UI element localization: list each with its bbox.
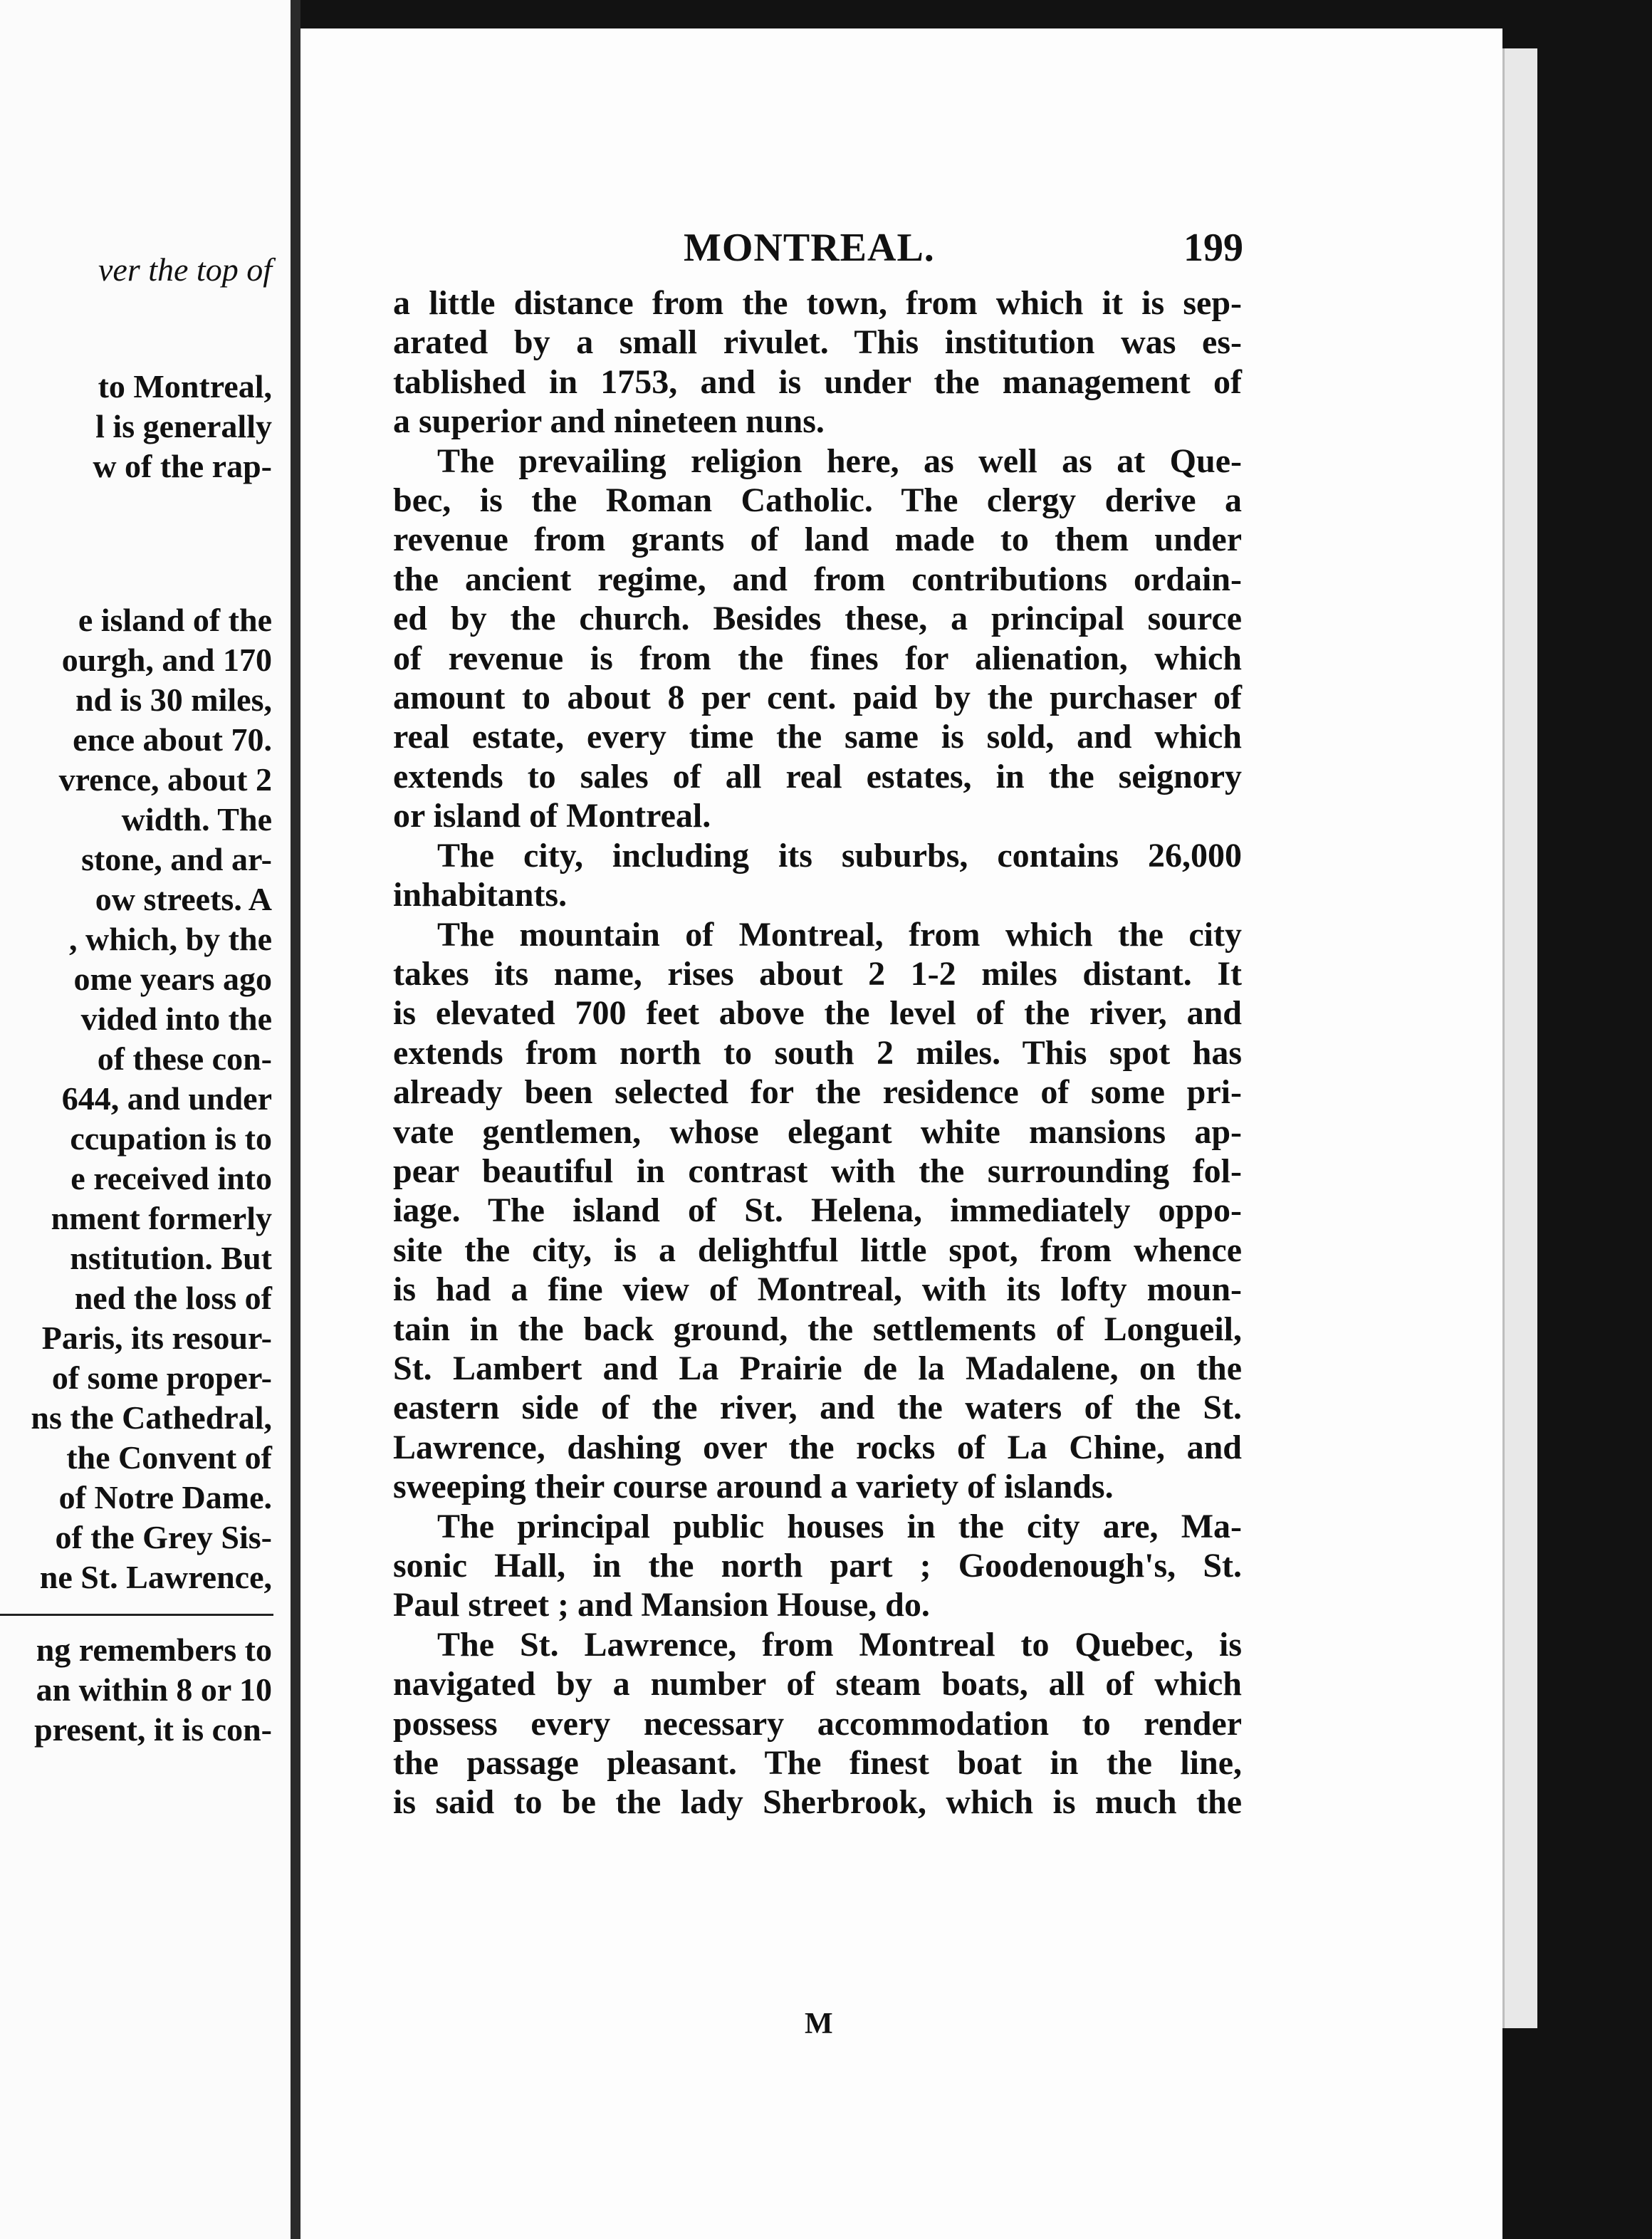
signature-mark: M <box>805 2008 833 2040</box>
facing-page-line: w of the rap- <box>93 448 272 484</box>
body-text <box>393 283 1242 1822</box>
text-line: The prevailing religion here, as well as at Que- <box>437 442 1242 480</box>
facing-page-line: ne St. Lawrence, <box>39 1559 272 1595</box>
text-line: bec, is the Roman Catholic. The clergy derive a <box>393 481 1242 520</box>
facing-page-line: vided into the <box>80 1001 272 1037</box>
text-line: tain in the back ground, the settlements of Longueil, <box>393 1310 1242 1348</box>
text-line: already been selected for the residence of some pri- <box>393 1073 1242 1112</box>
text-line: sweeping their course around a variety of islands. <box>393 1468 1114 1506</box>
main-page <box>300 28 1502 2239</box>
facing-page-line: of the Grey Sis- <box>55 1519 272 1555</box>
text-line: revenue from grants of land made to them under <box>393 521 1242 559</box>
facing-page-line: nd is 30 miles, <box>75 682 272 718</box>
facing-page-line: ourgh, and 170 <box>61 642 272 678</box>
page-header-title: MONTREAL. <box>684 226 935 270</box>
paragraph <box>393 1507 1242 1625</box>
facing-page-line: ned the loss of <box>74 1280 272 1316</box>
text-line: iage. The island of St. Helena, immediately oppo- <box>393 1191 1242 1230</box>
facing-page-line: ow streets. A <box>95 881 272 917</box>
text-line: the passage pleasant. The finest boat in the line, <box>393 1744 1242 1783</box>
text-line: possess every necessary accommodation to render <box>393 1704 1242 1743</box>
text-line: The city, including its suburbs, contains 26,000 <box>437 836 1242 875</box>
text-line: the ancient regime, and from contributions ordain- <box>393 560 1242 598</box>
text-line: navigated by a number of steam boats, all of which <box>393 1665 1242 1703</box>
text-line: is said to be the lady Sherbrook, which is much the <box>393 1783 1242 1822</box>
text-line: tablished in 1753, and is under the management of <box>393 362 1242 401</box>
facing-page-fragment <box>0 0 291 2239</box>
text-line: ed by the church. Besides these, a principal source <box>393 600 1242 638</box>
facing-page-line: ence about 70. <box>73 721 272 758</box>
text-line: is had a fine view of Montreal, with its lofty moun- <box>393 1270 1242 1309</box>
text-line: The mountain of Montreal, from which the city <box>437 915 1242 954</box>
text-line: of revenue is from the fines for alienation, which <box>393 639 1242 677</box>
facing-page-line: ng remembers to <box>36 1632 272 1668</box>
page-stack-edge <box>1502 48 1537 2028</box>
facing-page-line: the Convent of <box>66 1439 272 1476</box>
facing-page-line: l is generally <box>95 408 272 444</box>
facing-page-line: to Montreal, <box>98 368 272 405</box>
page-number: 199 <box>1183 226 1243 270</box>
book-gutter <box>291 0 300 2239</box>
text-line: extends from north to south 2 miles. This spot has <box>393 1033 1242 1072</box>
text-line: amount to about 8 per cent. paid by the purchaser of <box>393 679 1242 717</box>
paragraph <box>393 915 1242 1507</box>
text-line: sonic Hall, in the north part ; Goodenough's, St. <box>393 1547 1242 1585</box>
text-line: is elevated 700 feet above the level of the river, and <box>393 994 1242 1033</box>
facing-page-line: ns the Cathedral, <box>31 1399 272 1436</box>
text-line: a superior and nineteen nuns. <box>393 402 825 441</box>
paragraph <box>393 283 1242 442</box>
facing-page-line: e received into <box>70 1160 272 1196</box>
facing-page-line: of Notre Dame. <box>58 1479 272 1515</box>
text-line: Lawrence, dashing over the rocks of La Chine, and <box>393 1428 1242 1466</box>
paragraph <box>393 1625 1242 1822</box>
facing-page-line: 644, and under <box>61 1080 272 1117</box>
paragraph <box>393 836 1242 915</box>
facing-page-line: ver the top of <box>98 251 272 288</box>
text-line: arated by a small rivulet. This institution was es- <box>393 323 1242 362</box>
text-line: takes its name, rises about 2 1-2 miles distant. It <box>393 954 1242 993</box>
text-line: pear beautiful in contrast with the surrounding fol- <box>393 1152 1242 1190</box>
facing-page-line: an within 8 or 10 <box>36 1671 272 1708</box>
text-line: site the city, is a delightful little spot, from whence <box>393 1231 1242 1269</box>
facing-page-line: Paris, its resour- <box>41 1320 272 1356</box>
text-line: The St. Lawrence, from Montreal to Quebec, is <box>437 1625 1242 1664</box>
text-line: St. Lambert and La Prairie de la Madalene, on the <box>393 1349 1242 1387</box>
text-line: real estate, every time the same is sold, and which <box>393 718 1242 756</box>
facing-page-line: nment formerly <box>51 1200 272 1236</box>
facing-page-line: present, it is con- <box>34 1711 272 1748</box>
text-line: The principal public houses in the city are, Ma- <box>437 1507 1242 1545</box>
facing-page-line: e island of the <box>78 602 272 638</box>
facing-page-line: ome years ago <box>73 961 272 997</box>
facing-page-line: vrence, about 2 <box>58 761 272 798</box>
text-line: extends to sales of all real estates, in the seignory <box>393 757 1242 795</box>
paragraph <box>393 442 1242 836</box>
facing-page-line: width. The <box>121 801 272 837</box>
facing-page-line: stone, and ar- <box>81 841 272 877</box>
facing-page-line: nstitution. But <box>70 1240 272 1276</box>
text-line: Paul street ; and Mansion House, do. <box>393 1586 930 1624</box>
text-line: eastern side of the river, and the waters of the St. <box>393 1389 1242 1427</box>
text-line: a little distance from the town, from which it is sep- <box>393 284 1242 322</box>
facing-page-line: , which, by the <box>69 921 272 957</box>
facing-page-line: of some proper- <box>51 1359 272 1396</box>
facing-page-line: ccupation is to <box>70 1120 272 1157</box>
text-line: vate gentlemen, whose elegant white mansions ap- <box>393 1112 1242 1151</box>
running-head <box>300 204 1502 275</box>
facing-page-line: of these con- <box>97 1040 272 1077</box>
text-line: inhabitants. <box>393 876 568 914</box>
text-line: or island of Montreal. <box>393 797 711 835</box>
footnote-rule <box>0 1614 273 1616</box>
